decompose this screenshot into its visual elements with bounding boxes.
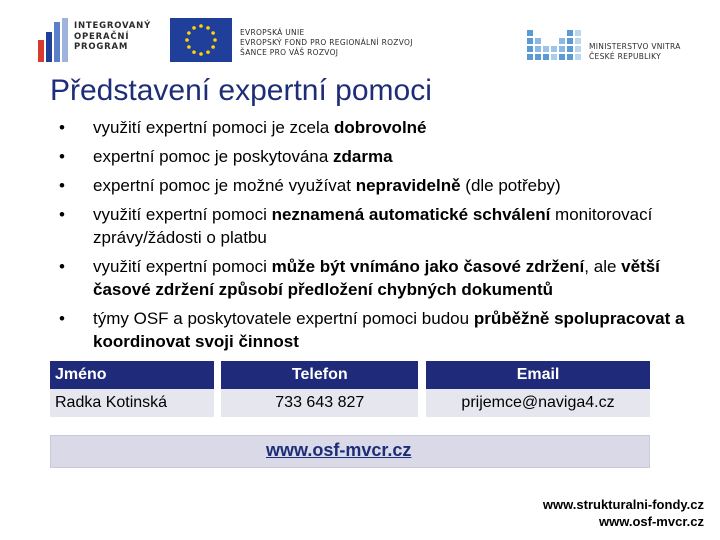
eu-star-icon xyxy=(192,26,196,30)
list-item xyxy=(50,174,710,197)
bullet-text: týmy OSF a poskytovatele expertní pomoci budou xyxy=(93,309,474,328)
eu-star-icon xyxy=(211,31,215,35)
bullet-text-bold: průběžně spolupracovat a koordinovat svoji činnost xyxy=(93,309,685,351)
list-item xyxy=(50,203,710,249)
list-item xyxy=(50,307,710,353)
bullet-text: expertní pomoc je poskytována xyxy=(93,147,334,166)
bullet-text-bold: může být vnímáno jako časové zdržení xyxy=(271,257,585,276)
eu-flag-icon xyxy=(170,18,232,62)
eu-star-icon xyxy=(211,45,215,49)
bullet-text: expertní pomoc je možné využívat xyxy=(93,176,356,195)
footer-link-strukturalni-fondy[interactable]: www.strukturalni-fondy.cz xyxy=(542,497,704,512)
bullet-text-bold: zdarma xyxy=(333,147,393,166)
eu-star-icon xyxy=(199,52,203,56)
eu-star-icon xyxy=(213,38,217,42)
list-item xyxy=(50,145,710,168)
eu-star-icon xyxy=(187,31,191,35)
bullet-text: využití expertní pomoci je zcela xyxy=(93,118,334,137)
footer-links xyxy=(543,496,704,530)
bullet-text-bold: neznamená automatické schválení xyxy=(271,205,551,224)
eu-star-icon xyxy=(192,50,196,54)
eu-star-icon xyxy=(199,24,203,28)
bullet-text: využití expertní pomoci xyxy=(93,257,272,276)
column-gap xyxy=(214,389,222,417)
eu-star-icon xyxy=(185,38,189,42)
bullet-text: využití expertní pomoci xyxy=(93,205,272,224)
contact-table xyxy=(50,361,650,417)
column-gap xyxy=(418,389,426,417)
list-item xyxy=(50,255,710,301)
bullet-text: , ale xyxy=(584,257,622,276)
website-link[interactable]: www.osf-mvcr.cz xyxy=(266,440,412,460)
header-name: Jméno xyxy=(50,361,214,389)
header-phone: Telefon xyxy=(221,361,418,389)
bullet-text: monitorovací zprávy/žádosti o platbu xyxy=(93,205,653,247)
bullet-icon: • xyxy=(59,118,65,137)
table-row xyxy=(50,389,650,417)
bullet-text: (dle potřeby) xyxy=(460,176,561,195)
mvcr-logo-text: MINISTERSTVO VNITRA ČESKÉ REPUBLIKY xyxy=(589,42,681,61)
contact-email[interactable]: prijemce@naviga4.cz xyxy=(426,389,650,417)
eu-star-icon xyxy=(187,45,191,49)
contact-table-header xyxy=(50,361,650,389)
eu-logo-text: EVROPSKÁ UNIE EVROPSKÝ FOND PRO REGIONÁLNÍ ROZVOJ ŠANCE PRO VÁŠ ROZVOJ xyxy=(240,28,413,57)
bullet-icon: • xyxy=(59,147,65,166)
footer-link-osf-mvcr[interactable]: www.osf-mvcr.cz xyxy=(599,514,704,529)
bullet-icon: • xyxy=(59,257,65,276)
page-title: Představení expertní pomoci xyxy=(50,74,432,107)
website-link-box xyxy=(50,435,650,468)
eu-star-icon xyxy=(206,26,210,30)
contact-phone: 733 643 827 xyxy=(221,389,418,417)
mvcr-logo xyxy=(527,26,687,68)
column-gap xyxy=(214,361,222,389)
bullet-icon: • xyxy=(59,176,65,195)
header-email: Email xyxy=(426,361,650,389)
bullet-text-bold: větší časové zdržení způsobí předložení chybných dokumentů xyxy=(93,257,660,299)
iop-logo-mark xyxy=(38,18,70,64)
bullet-icon: • xyxy=(59,309,65,328)
iop-logo-text: INTEGROVANÝ OPERAČNÍ PROGRAM xyxy=(74,21,152,52)
list-item xyxy=(50,116,710,139)
bullet-text-bold: nepravidelně xyxy=(355,176,461,195)
bullet-icon: • xyxy=(59,205,65,224)
contact-name: Radka Kotinská xyxy=(50,389,214,417)
mvcr-logo-mark xyxy=(527,26,583,66)
column-gap xyxy=(418,361,426,389)
bullet-text-bold: dobrovolné xyxy=(333,118,427,137)
eu-logo xyxy=(170,18,430,64)
bullet-list xyxy=(50,116,710,359)
iop-logo xyxy=(38,18,163,64)
eu-star-icon xyxy=(206,50,210,54)
